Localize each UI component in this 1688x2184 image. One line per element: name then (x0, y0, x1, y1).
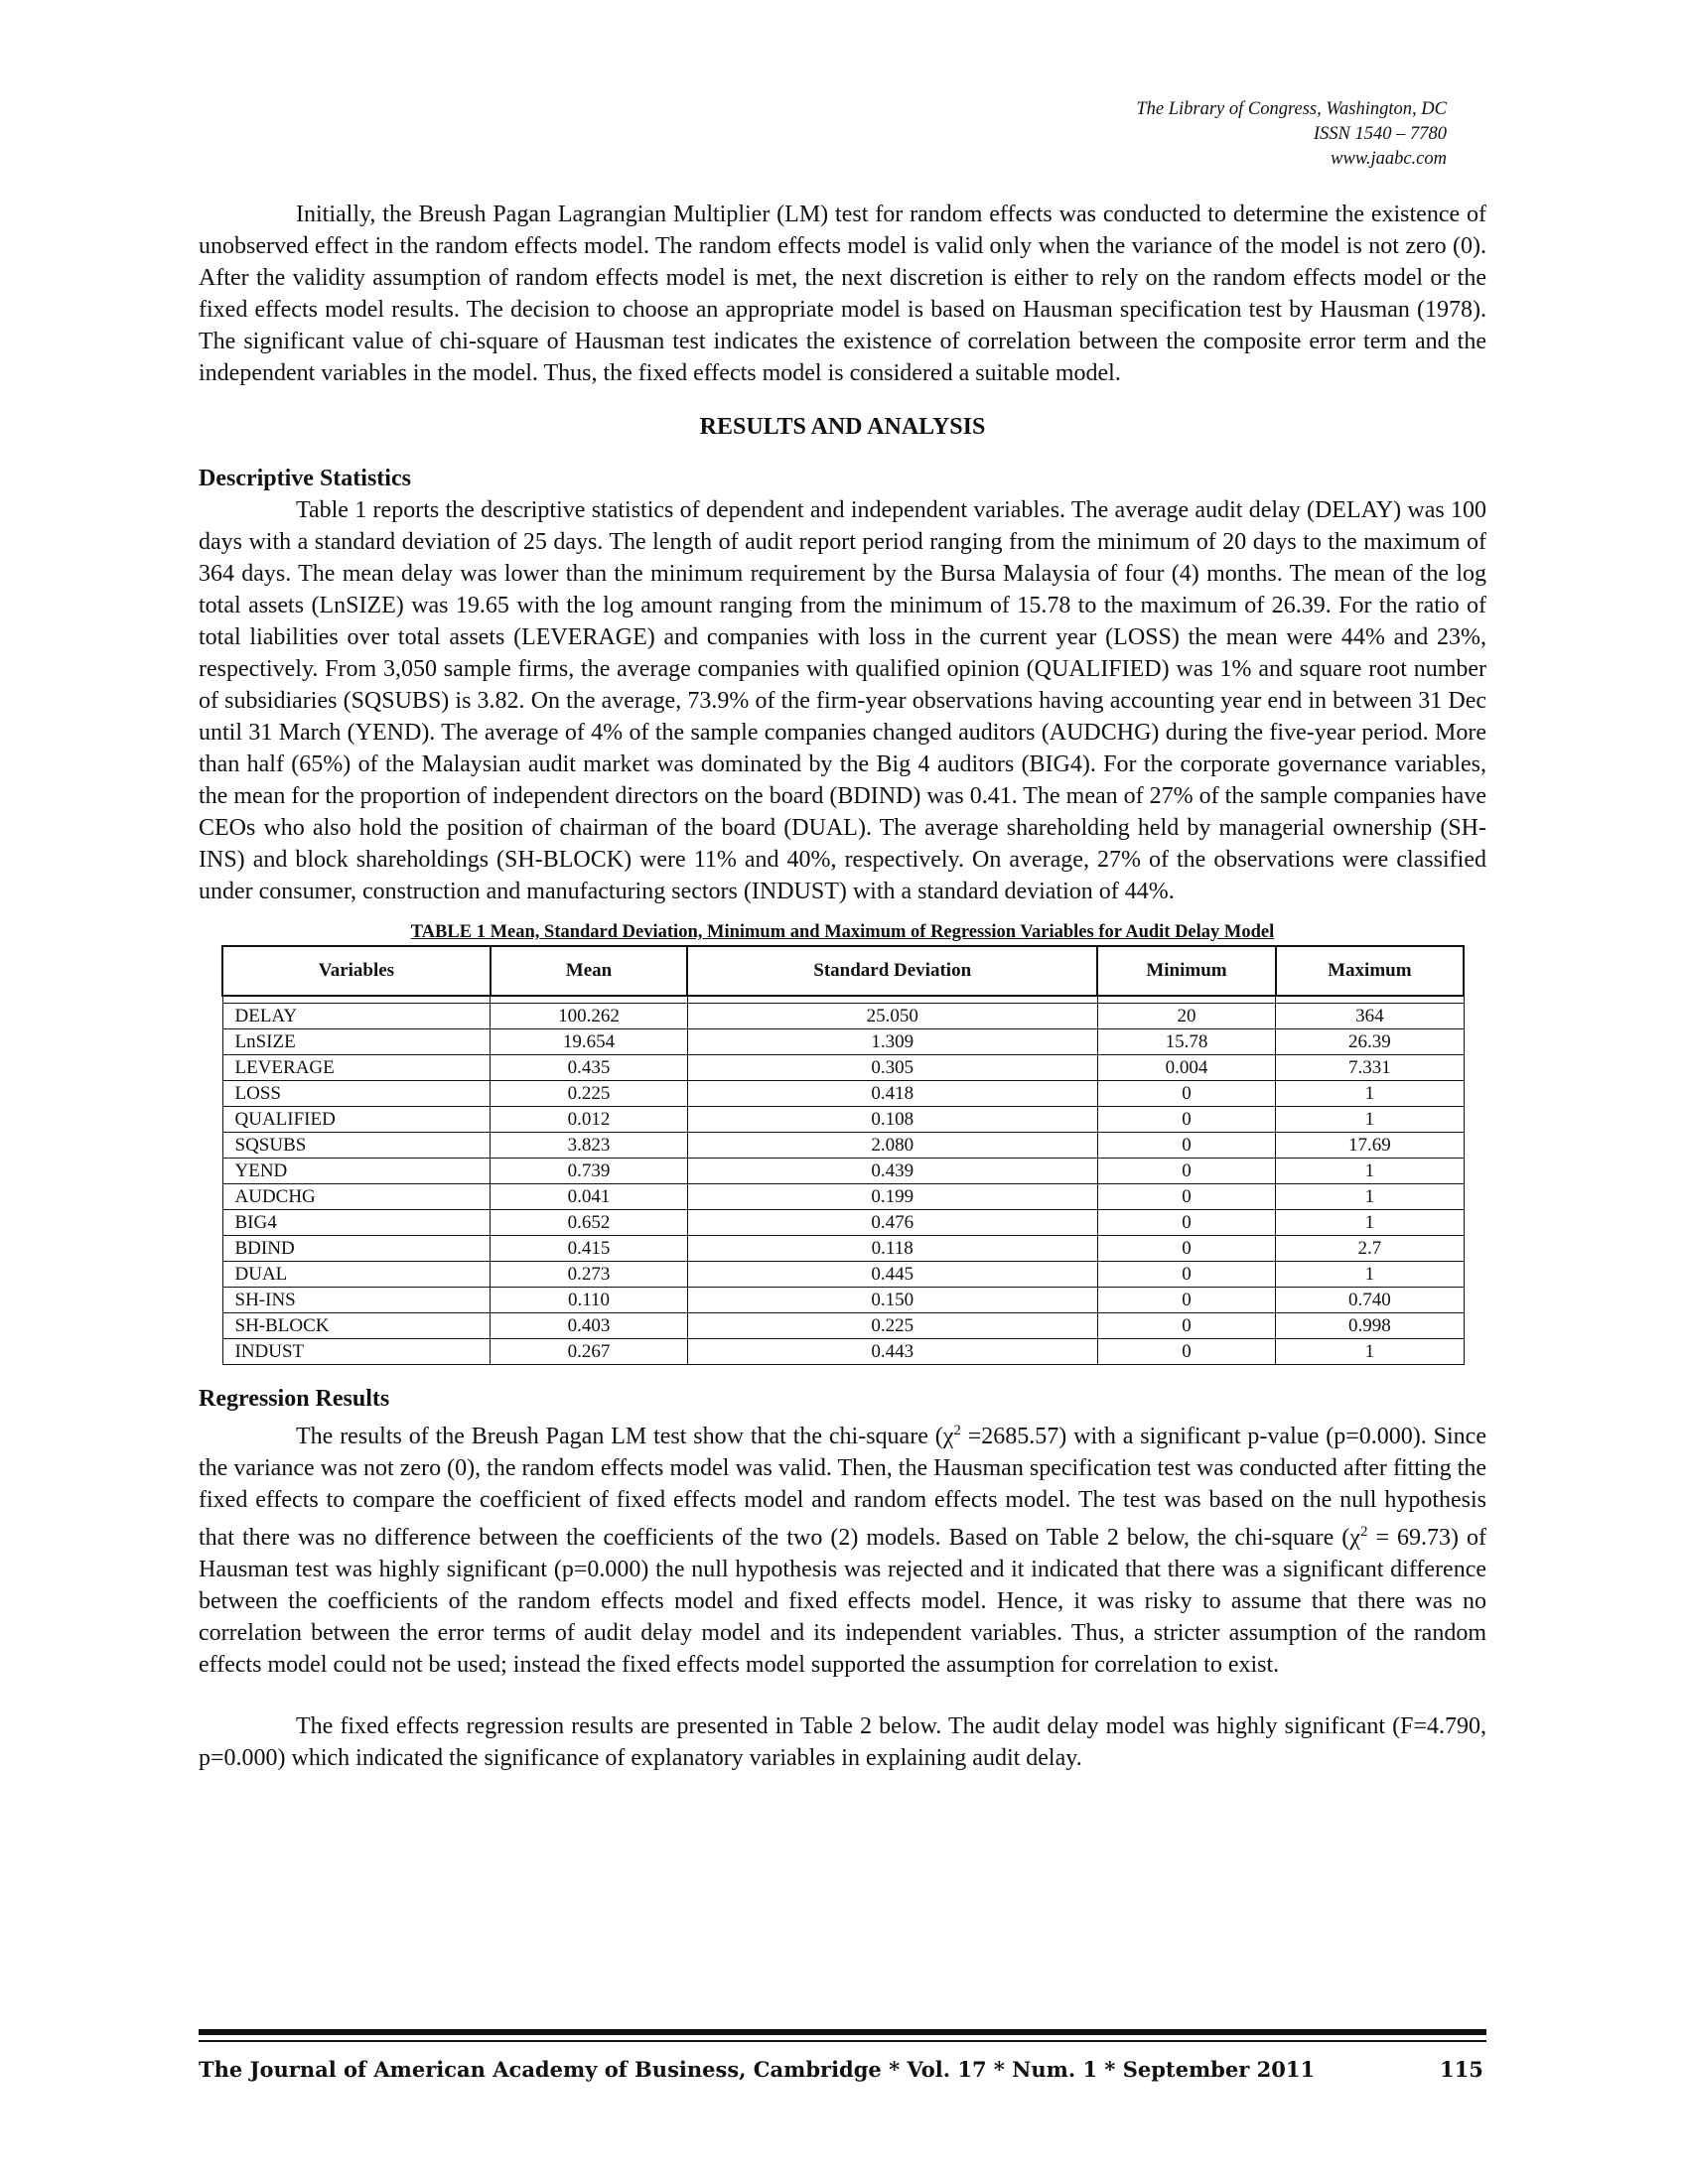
cell-mean: 0.739 (491, 1159, 687, 1184)
table-row (222, 1133, 1464, 1159)
footer-rule-thick (199, 2029, 1486, 2035)
page-content (199, 199, 1486, 1774)
cell-min: 0 (1097, 1081, 1275, 1107)
spacer-cell (491, 996, 687, 1004)
cell-mean: 0.652 (491, 1210, 687, 1236)
cell-variable: BDIND (222, 1236, 491, 1262)
header-issn: ISSN 1540 – 7780 (1313, 124, 1447, 144)
cell-std: 2.080 (687, 1133, 1097, 1159)
regression-heading: Regression Results (199, 1386, 390, 1412)
cell-mean: 0.267 (491, 1339, 687, 1365)
cell-variable: BIG4 (222, 1210, 491, 1236)
table-row (222, 1288, 1464, 1313)
cell-variable: INDUST (222, 1339, 491, 1365)
cell-variable: DUAL (222, 1262, 491, 1288)
regression-text-c: = 69.73) of Hausman test was highly significant (p=0.000) the null hypothesis was rejected and it indicated that there was a significant difference between the coefficients of the random effects model and fixed effects model. Hence, it was risky to assume that there was no correlation between the error terms of audit delay model and its independent variables. Thus, a stricter assumption of the random effects model could not be used; instead the fixed effects model supported the assumption for correlation to exist. (199, 1525, 1486, 1678)
descriptive-heading: Descriptive Statistics (199, 466, 411, 491)
cell-max: 1 (1276, 1210, 1464, 1236)
cell-min: 20 (1097, 1004, 1275, 1029)
table-row (222, 1029, 1464, 1055)
col-header-std: Standard Deviation (687, 946, 1097, 996)
col-header-min: Minimum (1097, 946, 1275, 996)
cell-std: 0.439 (687, 1159, 1097, 1184)
cell-variable: LnSIZE (222, 1029, 491, 1055)
table1-spacer-row (222, 996, 1464, 1004)
cell-min: 0 (1097, 1339, 1275, 1365)
running-header (1136, 97, 1447, 172)
table-row (222, 1339, 1464, 1365)
cell-max: 0.740 (1276, 1288, 1464, 1313)
table-row (222, 1004, 1464, 1029)
cell-max: 0.998 (1276, 1313, 1464, 1339)
cell-max: 1 (1276, 1107, 1464, 1133)
cell-std: 0.225 (687, 1313, 1097, 1339)
cell-mean: 0.225 (491, 1081, 687, 1107)
cell-max: 26.39 (1276, 1029, 1464, 1055)
cell-mean: 0.273 (491, 1262, 687, 1288)
section-title: RESULTS AND ANALYSIS (699, 414, 986, 440)
cell-mean: 19.654 (491, 1029, 687, 1055)
cell-max: 7.331 (1276, 1055, 1464, 1081)
spacer-cell (687, 996, 1097, 1004)
table1-header-row (222, 946, 1464, 996)
cell-max: 2.7 (1276, 1236, 1464, 1262)
cell-std: 0.118 (687, 1236, 1097, 1262)
cell-variable: QUALIFIED (222, 1107, 491, 1133)
cell-mean: 0.012 (491, 1107, 687, 1133)
table-row (222, 1055, 1464, 1081)
cell-std: 0.418 (687, 1081, 1097, 1107)
cell-std: 0.199 (687, 1184, 1097, 1210)
cell-max: 1 (1276, 1159, 1464, 1184)
table-row (222, 1313, 1464, 1339)
cell-min: 0 (1097, 1107, 1275, 1133)
intro-paragraph: Initially, the Breush Pagan Lagrangian Multiplier (LM) test for random effects was conducted to determine the existence of unobserved effect in the random effects model. The random effects model is valid only when the variance of the model is not zero (0). After the validity assumption of random effects model is met, the next discretion is either to rely on the random effects model or the fixed effects model results. The decision to choose an appropriate model is based on Hausman specification test by Hausman (1978). The significant value of chi-square of Hausman test indicates the existence of correlation between the composite error term and the independent variables in the model. Thus, the fixed effects model is considered a suitable model. (199, 202, 1486, 386)
cell-mean: 0.435 (491, 1055, 687, 1081)
chi-square-exponent: 2 (953, 1423, 961, 1438)
header-library: The Library of Congress, Washington, DC (1136, 99, 1447, 119)
table-row (222, 1107, 1464, 1133)
cell-variable: SQSUBS (222, 1133, 491, 1159)
table-row (222, 1262, 1464, 1288)
table-row (222, 1184, 1464, 1210)
table-row (222, 1159, 1464, 1184)
cell-min: 0 (1097, 1313, 1275, 1339)
cell-variable: DELAY (222, 1004, 491, 1029)
cell-mean: 3.823 (491, 1133, 687, 1159)
cell-std: 25.050 (687, 1004, 1097, 1029)
cell-std: 1.309 (687, 1029, 1097, 1055)
regression-text-a: The results of the Breush Pagan LM test show that the chi-square (χ (296, 1424, 954, 1449)
cell-std: 0.108 (687, 1107, 1097, 1133)
col-header-variables: Variables (222, 946, 491, 996)
table-row (222, 1236, 1464, 1262)
cell-std: 0.476 (687, 1210, 1097, 1236)
table-row (222, 1081, 1464, 1107)
cell-min: 0 (1097, 1262, 1275, 1288)
cell-min: 15.78 (1097, 1029, 1275, 1055)
footer-rule-thin (199, 2040, 1486, 2042)
cell-max: 364 (1276, 1004, 1464, 1029)
spacer-cell (222, 996, 491, 1004)
cell-max: 1 (1276, 1262, 1464, 1288)
cell-min: 0 (1097, 1159, 1275, 1184)
chi-square-exponent-2: 2 (1359, 1524, 1368, 1540)
regression-text-b: =2685.57) with a significant p-value (p=0.000). Since the variance was not zero (0), the random effects model was valid. Then, the Hausman specification test was conducted after fitting the fixed effects to compare the coefficient of fixed effects model and random effects model. The test was based on the null hypothesis that there was no difference between the coefficients of the two (2) models. Based on Table 2 below, the chi-square (χ (199, 1424, 1486, 1551)
cell-min: 0 (1097, 1288, 1275, 1313)
cell-variable: SH-INS (222, 1288, 491, 1313)
cell-mean: 0.415 (491, 1236, 687, 1262)
table1-body (222, 996, 1464, 1365)
cell-variable: LOSS (222, 1081, 491, 1107)
regression-paragraph-2: The fixed effects regression results are presented in Table 2 below. The audit delay model was highly significant (F=4.790, p=0.000) which indicated the significance of explanatory variables in explaining audit delay. (199, 1713, 1486, 1771)
table1-caption: TABLE 1 Mean, Standard Deviation, Minimum and Maximum of Regression Variables for Audit Delay Model (410, 922, 1275, 942)
spacer-cell (1097, 996, 1275, 1004)
cell-min: 0 (1097, 1184, 1275, 1210)
cell-mean: 100.262 (491, 1004, 687, 1029)
cell-max: 1 (1276, 1339, 1464, 1365)
cell-min: 0 (1097, 1210, 1275, 1236)
cell-mean: 0.041 (491, 1184, 687, 1210)
cell-variable: SH-BLOCK (222, 1313, 491, 1339)
footer-journal: The Journal of American Academy of Business, Cambridge * Vol. 17 * Num. 1 * September 2011 (199, 2057, 1316, 2082)
header-website: www.jaabc.com (1331, 149, 1447, 169)
descriptive-paragraph: Table 1 reports the descriptive statistics of dependent and independent variables. The average audit delay (DELAY) was 100 days with a standard deviation of 25 days. The length of audit report period ranging from the minimum of 20 days to the maximum of 364 days. The mean delay was lower than the minimum requirement by the Bursa Malaysia of four (4) months. The mean of the log total assets (LnSIZE) was 19.65 with the log amount ranging from the minimum of 15.78 to the maximum of 26.39. For the ratio of total liabilities over total assets (LEVERAGE) and companies with loss in the current year (LOSS) the mean were 44% and 23%, respectively. From 3,050 sample firms, the average companies with qualified opinion (QUALIFIED) was 1% and square root number of subsidiaries (SQSUBS) is 3.82. On the average, 73.9% of the firm-year observations having accounting year end in between 31 Dec until 31 March (YEND). The average of 4% of the sample companies changed auditors (AUDCHG) during the five-year period. More than half (65%) of the Malaysian audit market was dominated by the Big 4 auditors (BIG4). For the corporate governance variables, the mean for the proportion of independent directors on the board (BDIND) was 0.41. The mean of 27% of the sample companies have CEOs who also hold the position of chairman of the board (DUAL). The average shareholding held by managerial ownership (SH-INS) and block shareholdings (SH-BLOCK) were 11% and 40%, respectively. On average, 27% of the observations were classified under consumer, construction and manufacturing sectors (INDUST) with a standard deviation of 44%. (199, 497, 1486, 904)
cell-std: 0.445 (687, 1262, 1097, 1288)
cell-min: 0.004 (1097, 1055, 1275, 1081)
col-header-max: Maximum (1276, 946, 1464, 996)
cell-min: 0 (1097, 1133, 1275, 1159)
cell-max: 1 (1276, 1081, 1464, 1107)
cell-mean: 0.403 (491, 1313, 687, 1339)
cell-variable: YEND (222, 1159, 491, 1184)
cell-max: 17.69 (1276, 1133, 1464, 1159)
table1 (221, 945, 1465, 1365)
table-row (222, 1210, 1464, 1236)
cell-std: 0.305 (687, 1055, 1097, 1081)
cell-max: 1 (1276, 1184, 1464, 1210)
cell-mean: 0.110 (491, 1288, 687, 1313)
cell-variable: AUDCHG (222, 1184, 491, 1210)
page-number: 115 (1440, 2057, 1483, 2082)
cell-std: 0.150 (687, 1288, 1097, 1313)
cell-min: 0 (1097, 1236, 1275, 1262)
cell-variable: LEVERAGE (222, 1055, 491, 1081)
spacer-cell (1276, 996, 1464, 1004)
col-header-mean: Mean (491, 946, 687, 996)
cell-std: 0.443 (687, 1339, 1097, 1365)
regression-paragraph-1 (199, 1415, 1486, 1681)
